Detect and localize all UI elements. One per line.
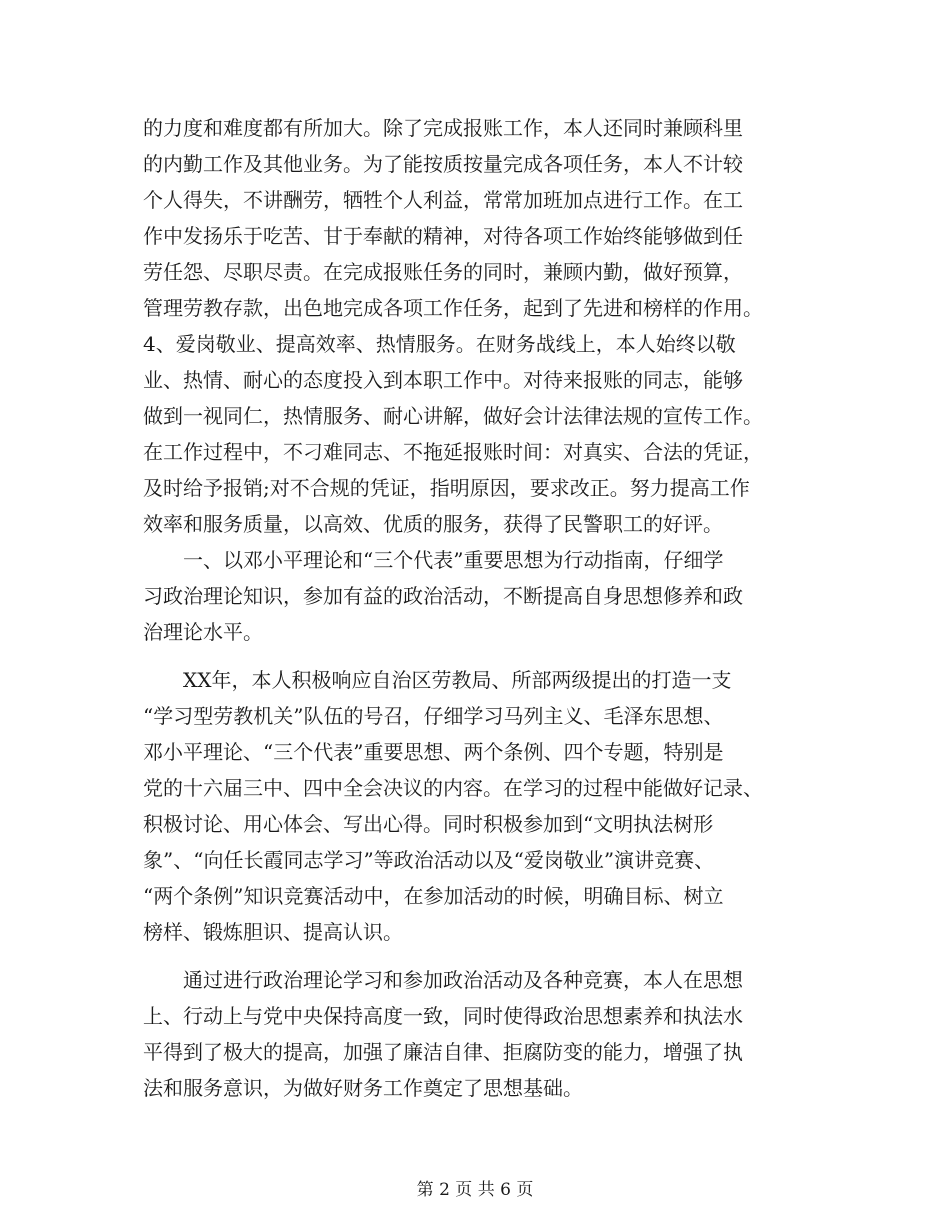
page-number: 第 2 页 共 6 页 [416,1180,534,1200]
text-line: 上、行动上与党中央保持高度一致，同时使得政治思想素养和执法水 [143,1004,743,1028]
text-line: 业、热情、耐心的态度投入到本职工作中。对待来报账的同志，能够 [143,368,743,392]
text-line: 劳任怨、尽职尽责。在完成报账任务的同时，兼顾内勤，做好预算， [143,260,743,284]
text-line: 作中发扬乐于吃苦、甘于奉献的精神，对待各项工作始终能够做到任 [143,224,743,248]
text-line: 通过进行政治理论学习和参加政治活动及各种竞赛，本人在思想 [143,968,743,992]
text-line: XX年，本人积极响应自治区劳教局、所部两级提出的打造一支 [143,668,732,692]
text-line: 做到一视同仁，热情服务、耐心讲解，做好会计法律法规的宣传工作。 [143,404,763,428]
text-line: 习政治理论知识，参加有益的政治活动，不断提高自身思想修养和政 [143,584,743,608]
text-line: 的内勤工作及其他业务。为了能按质按量完成各项任务，本人不计较 [143,152,743,176]
text-line: 积极讨论、用心体会、写出心得。同时积极参加到“文明执法树形 [143,812,714,836]
text-line: 效率和服务质量，以高效、优质的服务，获得了民警职工的好评。 [143,512,723,536]
text-line: 的力度和难度都有所加大。除了完成报账工作，本人还同时兼顾科里 [143,116,743,140]
document-body [143,110,813,1106]
text-line: 个人得失，不讲酬劳，牺牲个人利益，常常加班加点进行工作。在工 [143,188,743,212]
text-line: 在工作过程中，不刁难同志、不拖延报账时间：对真实、合法的凭证， [143,440,763,464]
text-line: 党的十六届三中、四中全会决议的内容。在学习的过程中能做好记录、 [143,776,763,800]
paragraph-gap [143,950,813,962]
paragraph-gap [143,650,813,662]
text-line: 邓小平理论、“三个代表”重要思想、两个条例、四个专题，特别是 [143,740,724,764]
text-line: 一、以邓小平理论和“三个代表”重要思想为行动指南，仔细学 [143,548,724,572]
text-line: 平得到了极大的提高，加强了廉洁自律、拒腐防变的能力，增强了执 [143,1040,743,1064]
text-line: “两个条例”知识竞赛活动中，在参加活动的时候，明确目标、树立 [143,884,724,908]
text-line: 管理劳教存款，出色地完成各项工作任务，起到了先进和榜样的作用。 [143,296,763,320]
text-line: 法和服务意识，为做好财务工作奠定了思想基础。 [143,1076,583,1100]
text-line: 4、爱岗敬业、提高效率、热情服务。在财务战线上，本人始终以敬 [143,332,736,356]
text-line: 象”、“向任长霞同志学习”等政治活动以及“爱岗敬业”演讲竞赛、 [143,848,715,872]
text-line: 及时给予报销;对不合规的凭证，指明原因，要求改正。努力提高工作 [143,476,750,500]
text-line: 榜样、锻炼胆识、提高认识。 [143,920,403,944]
text-line: 治理论水平。 [143,620,263,644]
text-line: “学习型劳教机关”队伍的号召，仔细学习马列主义、毛泽东思想、 [143,704,724,728]
